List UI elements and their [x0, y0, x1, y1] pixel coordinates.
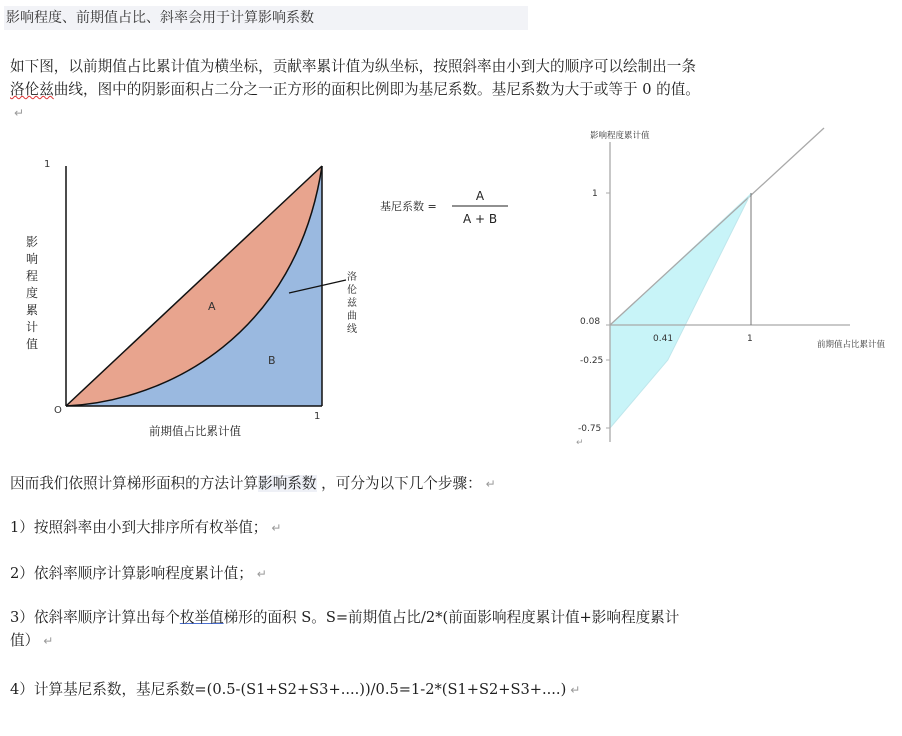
- intro-paragraph: [10, 55, 700, 125]
- formula-denominator: A + B: [462, 212, 498, 226]
- return-mark: ↵: [271, 521, 282, 535]
- formula-lhs: 基尼系数 =: [380, 200, 437, 213]
- steps-intro-paragraph: [10, 472, 700, 496]
- origin-label: O: [54, 405, 62, 416]
- curveLabel-char: 线: [347, 324, 357, 335]
- area-a-label: A: [208, 300, 216, 313]
- return-mark: ↵: [43, 634, 54, 648]
- y-axis-label: [26, 235, 38, 351]
- section-heading: 影响程度、前期值占比、斜率会用于计算影响系数: [4, 6, 528, 30]
- step-2-text: 2）依斜率顺序计算影响程度累计值；: [10, 565, 253, 582]
- return-mark: ↵: [485, 477, 496, 491]
- step-2: [10, 562, 700, 586]
- y-axis-label: 影响程度累计值: [590, 131, 650, 141]
- x-tick-1: 1: [747, 334, 753, 344]
- x-axis-label: 前期值占比累计值: [149, 424, 241, 438]
- lorenz-figure: [14, 150, 364, 450]
- example-chart: [566, 124, 902, 448]
- y-tick-1: 1: [592, 189, 598, 199]
- reference-line: [610, 128, 824, 325]
- yLabel1-char: 值: [25, 337, 39, 351]
- area-b-label: B: [268, 354, 276, 367]
- intro-text-1: 如下图，以前期值占比累计值为横坐标，贡献率累计值为纵坐标，按照斜率由小到大的顺序可以绘制出一条: [10, 58, 696, 75]
- curveLabel-char: 洛: [347, 272, 357, 283]
- steps-intro-text-1: 因而我们依照计算梯形面积的方法计算: [10, 475, 259, 492]
- step-4-text: 4）计算基尼系数，基尼系数=(0.5-(S1+S2+S3+....))/0.5=1-2*(S1+S2+S3+....): [10, 681, 567, 698]
- shaded-area: [610, 193, 751, 428]
- intro-text-2: 曲线，图中的阴影面积占二分之一正方形的面积比例即为基尼系数。基尼系数为大于或等于 0 的值。: [53, 81, 700, 98]
- yLabel1-char: 累: [25, 303, 39, 317]
- return-mark: ↵: [14, 106, 25, 120]
- y-tick-neg-0.25: -0.25: [580, 356, 604, 366]
- yLabel1-char: 度: [25, 286, 39, 300]
- influence-coefficient-term: 影响系数: [258, 475, 317, 492]
- step-3: [10, 606, 700, 653]
- step-3-text-2: 梯形的面积 S。S=前期值占比/2*(前面影响程度累计值+影响程度累计值）: [10, 609, 680, 649]
- return-mark: ↵: [570, 683, 581, 697]
- step-4: [10, 678, 700, 702]
- yLabel1-char: 程: [25, 269, 39, 283]
- x-axis-label: 前期值占比累计值: [817, 340, 886, 350]
- gini-formula: [372, 180, 522, 240]
- enum-value-term: 枚举值: [179, 609, 224, 626]
- yLabel1-char: 响: [25, 252, 39, 266]
- steps-intro-text-2: ，可分为以下几个步骤：: [316, 475, 482, 492]
- return-mark: ↵: [256, 567, 267, 581]
- step-1: [10, 516, 700, 540]
- lorenz-word: 洛伦兹: [10, 81, 54, 98]
- curveLabel-char: 曲: [347, 311, 357, 322]
- y-tick-top: 1: [44, 159, 51, 170]
- curve-label: [347, 270, 357, 335]
- x-tick-0.41: 0.41: [653, 334, 674, 344]
- step-3-text-1: 3）依斜率顺序计算出每个: [10, 609, 180, 626]
- step-1-text: 1）按照斜率由小到大排序所有枚举值；: [10, 519, 268, 536]
- x-tick-right: 1: [314, 411, 321, 422]
- curveLabel-char: 伦: [347, 285, 357, 296]
- return-mark: ↵: [576, 438, 584, 448]
- y-tick-neg-0.75: -0.75: [578, 424, 602, 434]
- yLabel1-char: 影: [25, 235, 39, 249]
- yLabel1-char: 计: [25, 320, 39, 334]
- formula-numerator: A: [475, 189, 485, 203]
- y-tick-0.08: 0.08: [580, 317, 601, 327]
- curveLabel-char: 兹: [347, 298, 357, 309]
